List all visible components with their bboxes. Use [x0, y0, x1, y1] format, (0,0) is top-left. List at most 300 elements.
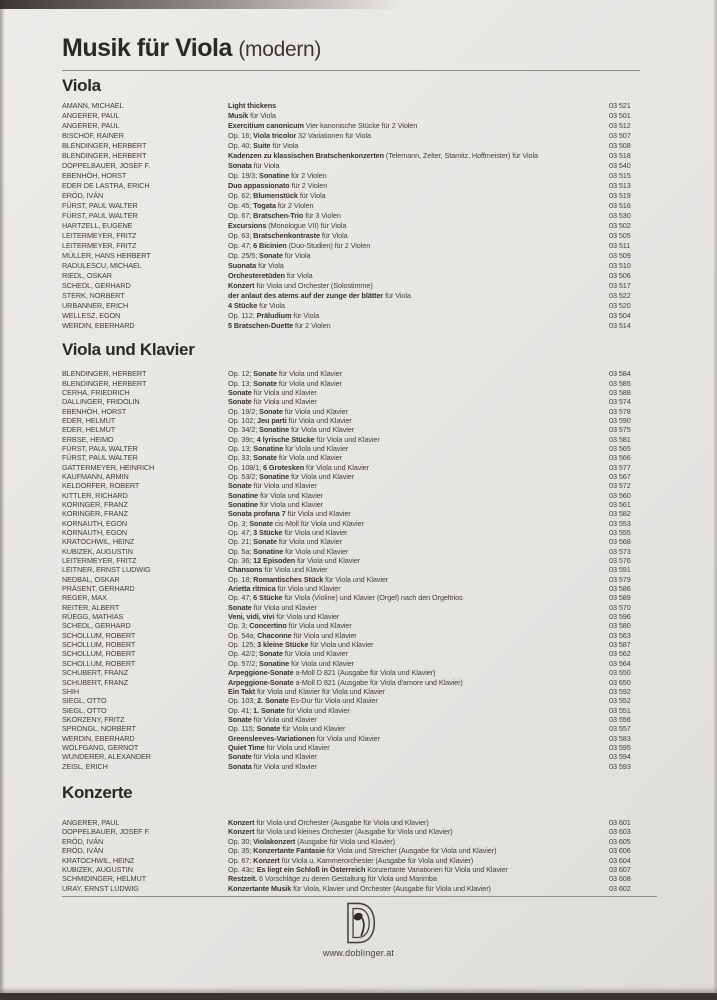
catalog-row [62, 668, 657, 677]
work-title-detail: für Viola [319, 230, 348, 240]
work-title-detail: für Viola und Klavier [286, 415, 352, 425]
section-heading: Viola [62, 76, 101, 95]
work-title [228, 369, 609, 378]
work-title-detail: für Viola und Klavier [274, 612, 340, 622]
work-title-detail: für Viola und Klavier [282, 406, 348, 416]
work-title-main: 6 Bicinien [253, 240, 287, 250]
composer-name: PRÄSENT, GERHARD [62, 584, 135, 594]
work-title-detail: Vier kanonische Stücke für 2 Violen [303, 120, 418, 130]
composer-name: EDER, HELMUT [62, 415, 116, 425]
work-title-main: Sonate [228, 481, 252, 491]
catalog-row [62, 130, 657, 140]
catalog-row [62, 462, 657, 471]
opus-prefix: Op. 47; [228, 593, 254, 603]
work-title [228, 407, 609, 416]
composer-name: FÜRST, PAUL WALTER [62, 453, 138, 463]
composer-name: LEITERMEYER, FRITZ [62, 556, 137, 566]
work-title-main: Sonatine [228, 490, 259, 500]
work-title-main: Jeu parti [257, 415, 287, 425]
composer-name: KUBIZEK, AUGUSTIN [62, 864, 133, 874]
catalog-row [62, 705, 657, 714]
work-title-detail: für Viola und Klavier [285, 509, 351, 519]
opus-prefix: Op. 125; [228, 640, 258, 650]
catalog-number: 03 591 [609, 565, 631, 575]
work-title-main: Sonate [253, 378, 277, 388]
composer-name: REGER, MAX [62, 593, 107, 603]
composer-name: HARTZELL, EUGENE [62, 220, 133, 230]
composer-name: KORNAUTH, EGON [62, 528, 128, 538]
work-title-detail: für Viola und Streicher (Ausgabe für Viola und Klavier) [324, 846, 497, 856]
doblinger-d-note-logo-icon [342, 901, 376, 945]
work-title-main: 5 Bratschen-Duette [228, 320, 294, 330]
catalog-row [62, 406, 657, 415]
composer-name: SIEGL, OTTO [62, 705, 107, 715]
catalog-number: 03 521 [609, 100, 631, 110]
work-title [228, 291, 609, 300]
work-title-detail: für Viola [270, 140, 299, 150]
catalog-row [62, 556, 657, 565]
composer-name: KORINGER, FRANZ [62, 509, 128, 519]
page-title-main: Musik für Viola [62, 34, 232, 62]
catalog-row [62, 210, 657, 220]
work-title [228, 388, 609, 397]
work-title [228, 435, 609, 444]
opus-prefix: Op. 112; [228, 310, 257, 320]
work-title [228, 161, 609, 170]
work-title-main: Sonate [259, 406, 283, 416]
work-title [228, 311, 609, 320]
catalog-number: 03 555 [609, 528, 631, 538]
catalog-row [62, 659, 657, 668]
catalog-number: 03 574 [609, 397, 631, 407]
catalog-row [62, 150, 657, 160]
catalog-number: 03 590 [609, 415, 631, 425]
work-title-detail: für Viola [248, 110, 276, 120]
composer-name: SCHEDL, GERHARD [62, 280, 131, 290]
work-title [228, 121, 609, 130]
work-title-detail: für 2 Violen [275, 200, 314, 210]
catalog-row [62, 444, 657, 453]
catalog-row [62, 200, 657, 210]
work-title [228, 884, 609, 893]
catalog-section [62, 781, 657, 893]
composer-name: LEITERMEYER, FRITZ [62, 230, 137, 240]
work-title-main: Suite [253, 140, 271, 150]
opus-prefix: Op. 63; [228, 230, 254, 240]
catalog-number: 03 581 [609, 434, 631, 444]
photo-edge-left [0, 0, 5, 1000]
work-title-detail: (Telemann, Zelter, Stamitz, Hoffmeister) für Viola [383, 150, 538, 160]
work-title [228, 211, 609, 220]
catalog-number: 03 509 [609, 250, 631, 260]
opus-prefix: Op. 3; [228, 518, 250, 528]
catalog-number: 03 605 [609, 836, 631, 846]
catalog-number: 03 502 [609, 220, 631, 230]
work-title [228, 321, 609, 330]
work-title-main: Es liegt ein Schloß in Österreich [256, 864, 366, 874]
catalog-row [62, 230, 657, 240]
catalog-row [62, 733, 657, 742]
catalog-number: 03 504 [609, 310, 631, 320]
work-title-detail: für Viola und Klavier [291, 630, 357, 640]
opus-prefix: Op. 3; [228, 621, 250, 631]
work-title-main: Sonate [228, 387, 252, 397]
catalog-number: 03 596 [609, 612, 631, 622]
catalog-row [62, 260, 657, 270]
composer-name: SKORZENY, FRITZ [62, 714, 125, 724]
composer-name: ERÖD, IVÁN [62, 836, 104, 846]
catalog-number: 03 510 [609, 260, 631, 270]
page-title [62, 34, 657, 64]
work-title-main: Chansons [228, 565, 263, 575]
composer-name: EBENHÖH, HORST [62, 406, 127, 416]
catalog-row [62, 110, 657, 120]
catalog-row [62, 369, 657, 378]
composer-name: SIEGL, OTTO [62, 696, 107, 706]
catalog-number: 03 522 [609, 290, 631, 300]
work-title-main: Sonate [228, 397, 252, 407]
composer-name: BLENDINGER, HERBERT [62, 369, 147, 379]
work-title [228, 537, 609, 546]
opus-prefix: Op. 47; [228, 240, 254, 250]
catalog-row [62, 425, 657, 434]
catalog-number: 03 589 [609, 593, 631, 603]
work-title-main: der anlaut des atems auf der zunge der blätter [228, 290, 384, 300]
work-title-detail: (Ausgabe für Viola und Klavier) [295, 836, 395, 846]
work-title [228, 271, 609, 280]
composer-name: URBANNER, ERICH [62, 300, 129, 310]
work-title-detail: für Viola, Klavier und Orchester (Ausgabe für Viola und Klavier) [291, 883, 491, 893]
work-title [228, 141, 609, 150]
catalog-row [62, 472, 657, 481]
catalog-row [62, 509, 657, 518]
catalog-row [62, 190, 657, 200]
work-title-detail: für 2 Violen [293, 320, 331, 330]
composer-name: ERÖD, IVÁN [62, 846, 104, 856]
work-title-main: Sonate [253, 369, 277, 379]
opus-prefix: Op. 47; [228, 528, 254, 538]
catalog-row [62, 827, 657, 836]
work-title [228, 528, 609, 537]
work-title-detail: für 3 Violen [303, 210, 341, 220]
composer-name: GATTERMEYER, HEINRICH [62, 462, 155, 472]
work-title [228, 509, 609, 518]
section-heading: Viola und Klavier [62, 340, 195, 359]
catalog-row [62, 631, 657, 640]
work-title-main: Konzert [228, 280, 255, 290]
opus-prefix: Op. 67; [228, 210, 254, 220]
work-title [228, 556, 609, 565]
work-title-detail: für Viola und Klavier [283, 443, 349, 453]
opus-prefix: Op. 42/2; [228, 649, 260, 659]
catalog-row [62, 170, 657, 180]
opus-prefix: Op. 19/2; [228, 406, 260, 416]
catalog-row [62, 140, 657, 150]
work-title-detail: für Viola und Klavier [289, 425, 355, 435]
work-title-main: Ein Takt [228, 686, 256, 696]
work-title-detail: für Viola und Klavier [308, 640, 374, 650]
catalog-number: 03 604 [609, 855, 631, 865]
opus-prefix: Op. 62; [228, 190, 254, 200]
work-title [228, 547, 609, 556]
composer-name: MÜLLER, HANS HERBERT [62, 250, 151, 260]
work-title-detail: für Viola und Klavier [258, 490, 324, 500]
catalog-number: 03 513 [609, 180, 631, 190]
composer-name: WUNDERER, ALEXANDER [62, 752, 151, 762]
composer-name: DALLINGER, FRIDOLIN [62, 397, 140, 407]
work-title-detail: für Viola und Klavier [276, 378, 342, 388]
work-title-main: Sonatine [259, 471, 290, 481]
work-title [228, 379, 609, 388]
composer-name: LEITNER, ERNST LUDWIG [62, 565, 151, 575]
opus-prefix: Op. 67; [228, 855, 254, 865]
catalog-number: 03 592 [609, 686, 631, 696]
catalog-row [62, 537, 657, 546]
work-title-main: 3 Stücke [253, 528, 283, 538]
composer-name: REITER, ALBERT [62, 602, 120, 612]
catalog-row [62, 310, 657, 320]
catalog-row [62, 320, 657, 330]
work-title-main: Bratschenkontraste [253, 230, 320, 240]
work-title-detail: für Viola und Klavier [276, 537, 342, 547]
opus-prefix: Op. 103; [228, 696, 258, 706]
opus-prefix: Op. 21; [228, 537, 254, 547]
work-title-main: 4 Stücke [228, 300, 258, 310]
catalog-number: 03 568 [609, 537, 631, 547]
work-title-detail: a-Moll D 821 (Ausgabe für Viola und Klavier) [293, 668, 436, 678]
work-title [228, 301, 609, 310]
work-title-main: Arpeggione-Sonate [228, 668, 294, 678]
catalog-row [62, 270, 657, 280]
composer-name: SCHOLLUM, ROBERT [62, 649, 136, 659]
composer-name: FÜRST, PAUL WALTER [62, 200, 138, 210]
catalog-row [62, 884, 657, 893]
opus-prefix: Op. 5a; [228, 546, 254, 556]
catalog-row [62, 453, 657, 462]
composer-name: BLENDINGER, HERBERT [62, 378, 147, 388]
work-title [228, 444, 609, 453]
work-title-main: Light thickens [228, 100, 277, 110]
catalog-row [62, 434, 657, 443]
opus-prefix: Op. 36; [228, 556, 254, 566]
opus-prefix: Op. 30; [228, 836, 254, 846]
composer-name: ERBSE, HEIMO [62, 434, 114, 444]
work-title [228, 846, 609, 855]
catalog-number: 03 603 [609, 827, 631, 837]
work-title [228, 101, 609, 110]
catalog-row [62, 818, 657, 827]
note-head [352, 912, 363, 922]
work-title-detail: für Viola und Klavier [276, 453, 342, 463]
work-title [228, 416, 609, 425]
catalog-number: 03 511 [609, 240, 631, 250]
catalog-row [62, 528, 657, 537]
work-title-main: Bratschen-Trio [253, 210, 304, 220]
composer-name: ZEISL, ERICH [62, 761, 108, 771]
work-title-detail: für Viola und Klavier [251, 714, 317, 724]
catalog-number: 03 606 [609, 846, 631, 856]
work-title [228, 724, 609, 733]
work-title [228, 397, 609, 406]
work-title-detail: für Viola und Klavier [284, 705, 350, 715]
work-title-detail: für Viola und Klavier [304, 462, 370, 472]
work-title-main: 2. Sonate [257, 696, 289, 706]
work-title-detail: für Viola und Klavier [251, 761, 317, 771]
work-title-main: Sonata [228, 160, 252, 170]
work-title-detail: für Viola und Klavier [314, 733, 380, 743]
composer-name: BLENDINGER, HERBERT [62, 150, 147, 160]
opus-prefix: Op. 45; [228, 200, 254, 210]
catalog-number: 03 567 [609, 471, 631, 481]
catalog-row [62, 752, 657, 761]
work-title-main: Sonate [228, 602, 252, 612]
work-title [228, 251, 609, 260]
catalog-number: 03 520 [609, 300, 631, 310]
catalog-row [62, 481, 657, 490]
composer-name: WERDIN, EBERHARD [62, 733, 135, 743]
work-title-main: Sonatine [259, 425, 290, 435]
catalog-row [62, 584, 657, 593]
composer-name: SCHOLLUM, ROBERT [62, 640, 136, 650]
work-title-main: Excursions [228, 220, 267, 230]
composer-name: ANGERER, PAUL [62, 817, 120, 827]
catalog-number: 03 517 [609, 280, 631, 290]
work-title-detail: für Viola [256, 260, 284, 270]
catalog-number: 03 576 [609, 556, 631, 566]
work-title [228, 181, 609, 190]
opus-prefix: Op. 13; [228, 443, 254, 453]
catalog-row [62, 220, 657, 230]
work-title [228, 463, 609, 472]
page-content [62, 34, 657, 897]
work-title [228, 743, 609, 752]
work-title-detail: 6 Vorschläge zu deren Gestaltung für Viola und Marimba [257, 874, 437, 884]
catalog-row [62, 180, 657, 190]
work-title-main: Konzertante Musik [228, 883, 292, 893]
work-title [228, 221, 609, 230]
work-title-detail: für Viola und Klavier [295, 556, 361, 566]
catalog-number: 03 540 [609, 160, 631, 170]
work-title [228, 593, 609, 602]
photo-edge-top [0, 0, 717, 9]
opus-prefix: Op. 115; [228, 724, 257, 734]
composer-name: NEDBAL, OSKAR [62, 574, 120, 584]
catalog-row [62, 500, 657, 509]
work-title-detail: für Viola und Klavier [280, 724, 346, 734]
catalog-number: 03 572 [609, 481, 631, 491]
catalog-row [62, 649, 657, 658]
catalog-row [62, 603, 657, 612]
work-title-main: Konzert [228, 817, 255, 827]
composer-name: STERK, NORBERT [62, 290, 125, 300]
section-rows [62, 818, 657, 893]
work-title [228, 131, 609, 140]
catalog-number: 03 583 [609, 733, 631, 743]
catalog-row [62, 300, 657, 310]
work-title-main: Restzeit. [228, 874, 258, 884]
work-title [228, 425, 609, 434]
catalog-row [62, 593, 657, 602]
work-title-main: Suonata [228, 260, 257, 270]
note-stem [361, 918, 364, 936]
work-title-detail: für Viola und kleines Orchester (Ausgabe für Viola und Klavier) [254, 827, 453, 837]
work-title-main: Duo appassionato [228, 180, 290, 190]
work-title [228, 715, 609, 724]
catalog-row [62, 240, 657, 250]
catalog-number: 03 586 [609, 584, 631, 594]
work-title-main: 4 lyrische Stücke [256, 434, 315, 444]
composer-name: RIEDL, OSKAR [62, 270, 112, 280]
catalog-number: 03 552 [609, 696, 631, 706]
work-title [228, 261, 609, 270]
work-title-detail: für Viola [282, 250, 311, 260]
catalog-number: 03 564 [609, 658, 631, 668]
catalog-number: 03 530 [609, 210, 631, 220]
catalog-number: 03 505 [609, 230, 631, 240]
catalog-number: 03 595 [609, 742, 631, 752]
work-title [228, 696, 609, 705]
composer-name: SHIH [62, 686, 80, 696]
catalog-number: 03 556 [609, 714, 631, 724]
work-title-main: Sonate [249, 518, 273, 528]
composer-name: RÜEGG, MATHIAS [62, 612, 124, 622]
work-title [228, 231, 609, 240]
work-title-detail: für Viola u. Kammerorchester (Ausgabe für Viola und Klavier) [279, 855, 474, 865]
work-title [228, 818, 609, 827]
catalog-number: 03 650 [609, 677, 631, 687]
work-title-main: Sonate [259, 649, 283, 659]
catalog-number: 03 585 [609, 378, 631, 388]
work-title-detail: für Viola und Klavier [251, 397, 317, 407]
work-title-main: Konzertante Fantasie [253, 846, 325, 856]
work-title-detail: für Viola [297, 190, 326, 200]
catalog-number: 03 512 [609, 120, 631, 130]
catalog-row [62, 687, 657, 696]
opus-prefix: Op. 35; [228, 846, 254, 856]
work-title-main: Violakonzert [253, 836, 296, 846]
work-title-main: Quiet Time [228, 742, 265, 752]
opus-prefix: Op. 43c; [228, 864, 257, 874]
catalog [62, 76, 657, 893]
opus-prefix: Op. 34/2; [228, 425, 260, 435]
opus-prefix: Op. 33; [228, 453, 254, 463]
work-title-detail: für Viola und Klavier [258, 499, 324, 509]
work-title-main: Chaconne [257, 630, 292, 640]
catalog-number: 03 587 [609, 640, 631, 650]
composer-name: KUBIZEK, AUGUSTIN [62, 546, 133, 556]
work-title [228, 191, 609, 200]
work-title-detail: für Viola und Klavier [323, 574, 389, 584]
catalog-row [62, 388, 657, 397]
work-title-main: Sonate [256, 724, 281, 734]
work-title [228, 472, 609, 481]
composer-name: ANGERER, PAUL [62, 110, 120, 120]
work-title-main: Exercitium canonicum [228, 120, 304, 130]
work-title [228, 631, 609, 640]
catalog-number: 03 507 [609, 130, 631, 140]
work-title-detail: (Monologue VII) für Viola [266, 220, 347, 230]
composer-name: LEITERMEYER, FRITZ [62, 240, 137, 250]
catalog-number: 03 577 [609, 462, 631, 472]
work-title-main: Sonata profana 7 [228, 509, 286, 519]
opus-prefix: Op. 13; [228, 378, 254, 388]
composer-name: SCHEDL, GERHARD [62, 621, 131, 631]
composer-name: SCHMIDINGER, HELMUT [62, 874, 147, 884]
catalog-row [62, 696, 657, 705]
work-title-detail: für Viola [284, 270, 313, 280]
work-title-detail: für Viola [257, 300, 285, 310]
catalog-row [62, 724, 657, 733]
